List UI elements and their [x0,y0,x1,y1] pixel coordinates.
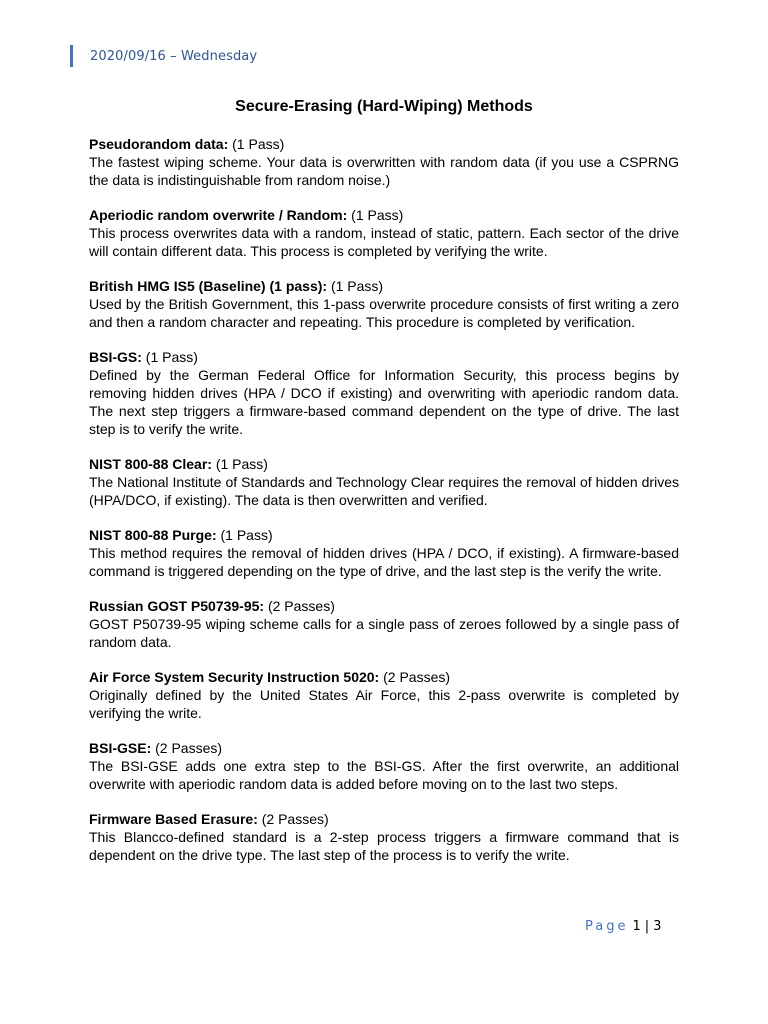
header-accent-bar [70,45,73,67]
method-item [89,455,679,509]
page-number: 1 [632,919,641,934]
method-passes: (1 Pass) [232,136,285,152]
method-name: NIST 800-88 Clear: [89,456,212,472]
method-heading [89,135,679,153]
page-footer [585,919,661,934]
method-passes: (1 Pass) [145,349,198,365]
method-heading [89,739,679,757]
header-date: 2020/09/16 – Wednesday [90,48,258,64]
method-name: BSI-GSE: [89,740,152,756]
method-description: The BSI-GSE adds one extra step to the BSI-GS. After the first overwrite, an additional overwrite with aperiodic random data is added before moving on to the last two steps. [89,758,679,792]
method-heading [89,348,679,366]
method-item [89,597,679,651]
method-description: GOST P50739-95 wiping scheme calls for a single pass of zeroes followed by a single pass of random data. [89,616,679,650]
method-item [89,526,679,580]
method-name: British HMG IS5 (Baseline) (1 pass): [89,278,328,294]
method-description: The National Institute of Standards and Technology Clear requires the removal of hidden drives (HPA/DCO, if existing). The data is then overwritten and verified. [89,474,679,508]
method-name: Pseudorandom data: [89,136,229,152]
method-name: NIST 800-88 Purge: [89,527,217,543]
page-label: Page [585,919,629,934]
method-name: Firmware Based Erasure: [89,811,258,827]
method-passes: (1 Pass) [215,456,268,472]
method-item [89,739,679,793]
method-item [89,135,679,189]
method-description: Used by the British Government, this 1-pass overwrite procedure consists of first writing a zero and then a random character and repeating. This procedure is completed by verification. [89,296,679,330]
method-name: Air Force System Security Instruction 5020: [89,669,380,685]
method-name: Russian GOST P50739-95: [89,598,265,614]
method-passes: (2 Passes) [155,740,223,756]
document-title: Secure-Erasing (Hard-Wiping) Methods [235,98,533,115]
method-item [89,206,679,260]
method-passes: (1 Pass) [330,278,384,294]
page-separator: | [644,919,650,934]
method-description: Originally defined by the United States Air Force, this 2-pass overwrite is completed by verifying the write. [89,687,679,721]
method-item [89,668,679,722]
method-item [89,277,679,331]
method-heading [89,810,679,828]
method-passes: (1 Pass) [220,527,273,543]
method-description: The fastest wiping scheme. Your data is overwritten with random data (if you use a CSPRNG the data is indistinguishable from random noise.) [89,154,679,188]
method-description: This method requires the removal of hidden drives (HPA / DCO, if existing). A firmware-based command is triggered depending on the type of drive, and the last step is the verify the write. [89,545,679,579]
method-heading [89,455,679,473]
method-heading [89,277,679,295]
method-name: Aperiodic random overwrite / Random: [89,207,348,223]
method-heading [89,526,679,544]
page-header [70,45,257,67]
method-name: BSI-GS: [89,349,142,365]
method-heading [89,206,679,224]
method-description: This process overwrites data with a random, instead of static, pattern. Each sector of the drive will contain different data. This process is completed by verifying the write. [89,225,679,259]
method-heading [89,597,679,615]
method-item [89,810,679,864]
method-description: This Blancco-defined standard is a 2-step process triggers a firmware command that is dependent on the drive type. The last step of the process is to verify the write. [89,829,679,863]
method-heading [89,668,679,686]
method-passes: (1 Pass) [351,207,404,223]
method-passes: (2 Passes) [383,669,451,685]
method-passes: (2 Passes) [267,598,335,614]
method-item [89,348,679,438]
document-body [89,135,679,881]
method-passes: (2 Passes) [261,811,329,827]
total-pages: 3 [653,919,662,934]
method-description: Defined by the German Federal Office for Information Security, this process begins by removing hidden drives (HPA / DCO if existing) and overwriting with aperiodic random data. The next step triggers a firmware-based command dependent on the type of drive. The last step is to verify the write. [89,367,679,437]
